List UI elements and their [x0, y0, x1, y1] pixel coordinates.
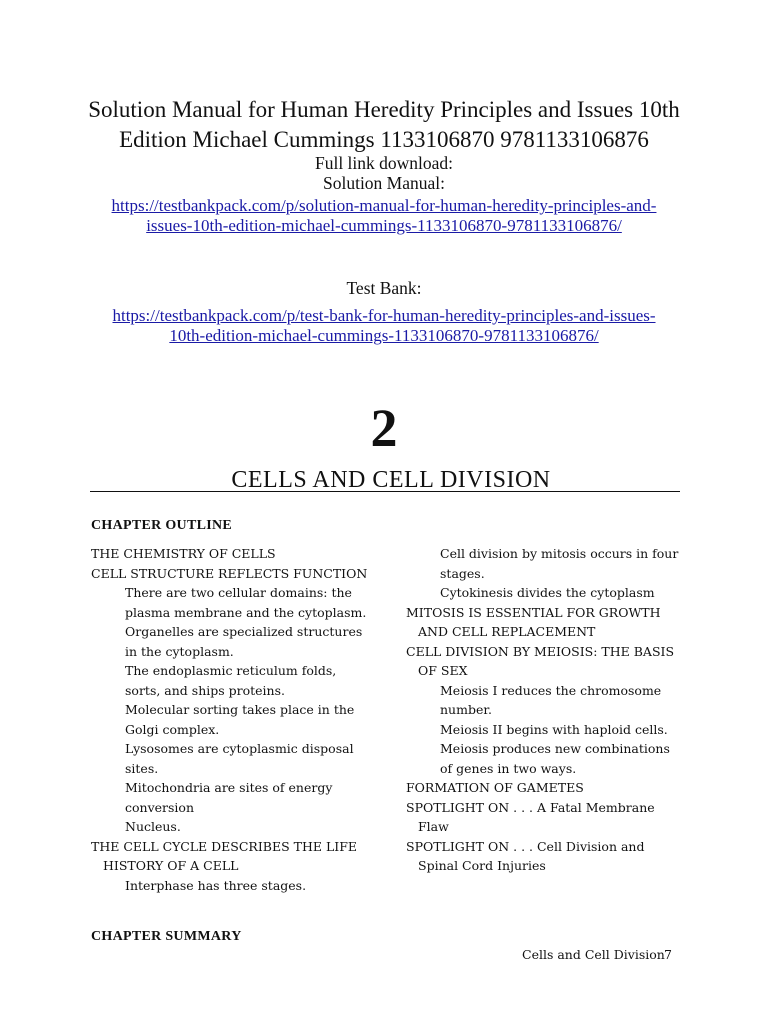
page-number: 7: [664, 947, 672, 962]
outline-item: Lysosomes are cytoplasmic disposal: [125, 741, 354, 756]
chapter-number: 2: [370, 398, 398, 458]
outline-item: CELL STRUCTURE REFLECTS FUNCTION: [91, 565, 368, 581]
test-bank-link-line-2[interactable]: 10th-edition-michael-cummings-1133106870-9781133106876/: [169, 326, 599, 345]
outline-item: sites.: [125, 760, 159, 776]
outline-item: The endoplasmic reticulum folds,: [125, 663, 337, 678]
outline-item: conversion: [125, 799, 195, 815]
document-title-line-1: Solution Manual for Human Heredity Principles and Issues 10th: [88, 97, 680, 122]
solution-manual-label: Solution Manual:: [322, 173, 445, 193]
chapter-title: CELLS AND CELL DIVISION: [231, 467, 551, 493]
solution-manual-link-line-2[interactable]: issues-10th-edition-michael-cummings-1133106870-9781133106876/: [146, 216, 622, 235]
chapter-outline-heading: CHAPTER OUTLINE: [91, 518, 233, 533]
outline-item: FORMATION OF GAMETES: [406, 780, 584, 795]
outline-left-column: [91, 544, 391, 895]
outline-item: There are two cellular domains: the: [125, 585, 352, 600]
outline-item: Nucleus.: [125, 819, 181, 834]
outline-item: MITOSIS IS ESSENTIAL FOR GROWTH: [406, 604, 661, 620]
outline-item: SPOTLIGHT ON . . . A Fatal Membrane: [406, 799, 655, 815]
running-title: Cells and Cell Division: [522, 947, 665, 962]
solution-manual-link-line-1[interactable]: https://testbankpack.com/p/solution-manual-for-human-heredity-principles-and-: [111, 196, 657, 215]
outline-item: Golgi complex.: [125, 721, 220, 737]
title-divider: [90, 491, 680, 492]
outline-item: of genes in two ways.: [440, 760, 577, 776]
outline-right-column: [406, 544, 706, 876]
outline-item: Meiosis I reduces the chromosome: [440, 682, 662, 698]
outline-item: sorts, and ships proteins.: [125, 682, 285, 698]
outline-item: THE CELL CYCLE DESCRIBES THE LIFE: [91, 838, 358, 854]
outline-item: stages.: [440, 565, 485, 581]
outline-item: Cell division by mitosis occurs in four: [440, 546, 679, 561]
outline-item: in the cytoplasm.: [125, 643, 234, 659]
outline-item: Flaw: [418, 819, 449, 834]
full-link-label: Full link download:: [314, 153, 454, 173]
outline-item: Meiosis produces new combinations: [440, 741, 670, 756]
outline-item: plasma membrane and the cytoplasm.: [125, 604, 367, 620]
outline-item: THE CHEMISTRY OF CELLS: [91, 546, 276, 561]
outline-item: Meiosis II begins with haploid cells.: [440, 721, 668, 737]
test-bank-label: Test Bank:: [346, 278, 422, 298]
outline-item: Mitochondria are sites of energy: [125, 780, 333, 795]
document-title-line-2: Edition Michael Cummings 1133106870 9781133106876: [119, 127, 649, 152]
outline-item: HISTORY OF A CELL: [103, 858, 239, 873]
outline-item: Molecular sorting takes place in the: [125, 702, 355, 717]
test-bank-link-line-1[interactable]: https://testbankpack.com/p/test-bank-for-human-heredity-principles-and-issues-: [112, 306, 656, 325]
outline-item: CELL DIVISION BY MEIOSIS: THE BASIS: [406, 643, 675, 659]
outline-item: number.: [440, 702, 492, 717]
outline-item: Interphase has three stages.: [125, 877, 307, 893]
chapter-summary-heading: CHAPTER SUMMARY: [91, 929, 242, 944]
outline-item: Spinal Cord Injuries: [418, 858, 546, 873]
outline-item: OF SEX: [418, 663, 468, 678]
outline-item: AND CELL REPLACEMENT: [418, 624, 596, 639]
outline-item: Organelles are specialized structures: [125, 624, 363, 639]
outline-item: Cytokinesis divides the cytoplasm: [440, 585, 655, 600]
outline-item: SPOTLIGHT ON . . . Cell Division and: [406, 838, 645, 854]
